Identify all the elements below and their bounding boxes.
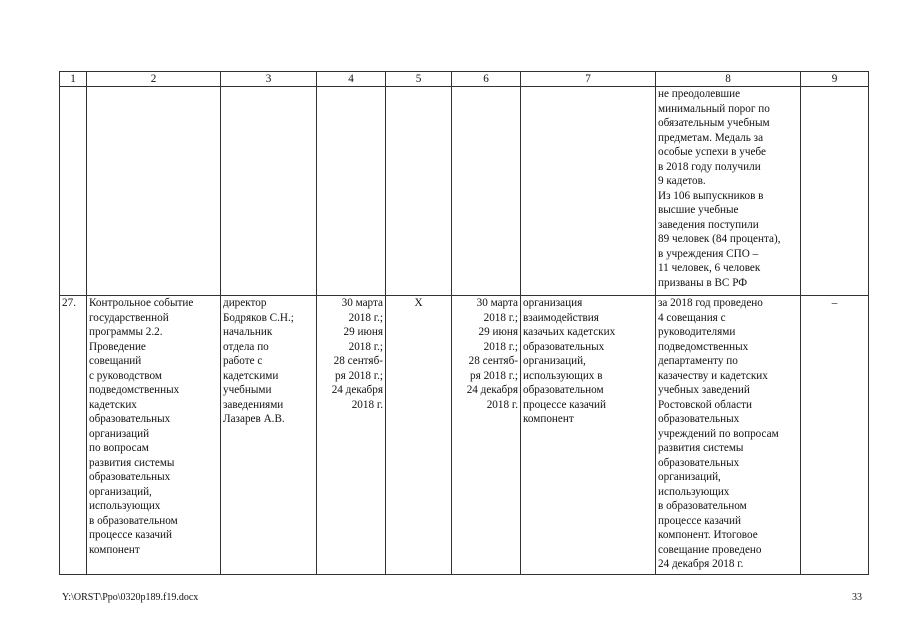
column-number: 5 [386, 72, 452, 87]
column-number: 8 [656, 72, 801, 87]
column-number: 9 [801, 72, 869, 87]
execution-info-cell: не преодолевшие минимальный порог по обязательным учебным предметам. Медаль за особые успехи в учебе в 2018 году получили 9 кадетов. Из 106 выпускников в высшие учебные заведения поступили 89 человек (84 процента), в учреждения СПО – 11 человек, 6 человек призваны в ВС РФ [656, 87, 801, 296]
column-number: 2 [87, 72, 221, 87]
table-cell [87, 87, 221, 296]
execution-info-cell: за 2018 год проведено 4 совещания с руководителями подведомственных департаменту по казачеству и кадетских учебных заведений Ростовской области образовательных учреждений по вопросам развития системы образовательных организаций, использующих в образовательном процессе казачий компонент. Итоговое совещание проведено 24 декабря 2018 г. [656, 296, 801, 575]
column-number: 6 [452, 72, 521, 87]
col9-cell: – [801, 296, 869, 575]
event-name-cell: Контрольное событие государственной программы 2.2. Проведение совещаний с руководством подведомственных кадетских образовательных организаций по вопросам развития системы образовательных организаций, использующих в образовательном процессе казачий компонент [87, 296, 221, 575]
report-table [59, 71, 869, 575]
table-cell [221, 87, 317, 296]
col5-cell: Х [386, 296, 452, 575]
table-cell [317, 87, 386, 296]
table-cell [521, 87, 656, 296]
page-number: 33 [852, 592, 862, 603]
responsible-cell: директор Бодряков С.Н.; начальник отдела по работе с кадетскими учебными заведениями Лазарев А.В. [221, 296, 317, 575]
column-number-row [60, 72, 869, 87]
table-cell [452, 87, 521, 296]
table-cell [801, 87, 869, 296]
column-number: 7 [521, 72, 656, 87]
table-cell [60, 87, 87, 296]
column-number: 3 [221, 72, 317, 87]
file-path-footer: Y:\ORST\Ppo\0320p189.f19.docx [62, 592, 199, 603]
table-cell [386, 87, 452, 296]
table-row [60, 87, 869, 296]
column-number: 1 [60, 72, 87, 87]
result-cell: организация взаимодействия казачьих кадетских образовательных организаций, использующих в образовательном процессе казачий компонент [521, 296, 656, 575]
actual-date-cell: 30 марта 2018 г.; 29 июня 2018 г.; 28 сентяб- ря 2018 г.; 24 декабря 2018 г. [452, 296, 521, 575]
row-number-cell: 27. [60, 296, 87, 575]
table-row [60, 296, 869, 575]
planned-date-cell: 30 марта 2018 г.; 29 июня 2018 г.; 28 сентяб- ря 2018 г.; 24 декабря 2018 г. [317, 296, 386, 575]
column-number: 4 [317, 72, 386, 87]
